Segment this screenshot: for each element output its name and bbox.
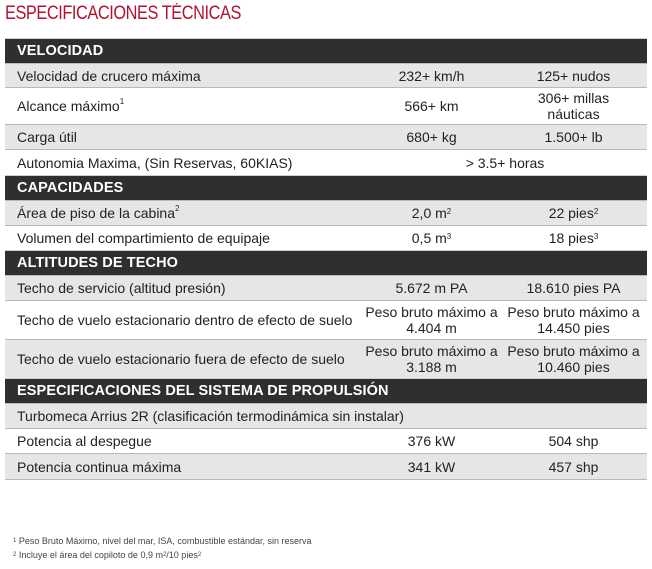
metric-value: 566+ km [404,98,459,114]
footnote-2: $^2$ Incluye el área del copiloto de 0,9 $m^2/10$ pies$^2$ [13,550,202,560]
row-label: Velocidad de crucero máxima [17,67,201,84]
table-bottom-rule [5,479,647,480]
metric-value: 2,0 $m^2$ [411,205,452,221]
row-label: Carga útil [17,129,77,145]
page-title: ESPECIFICACIONES TÉCNICAS [5,3,241,24]
row-label: Techo de vuelo estacionario dentro de efecto de suelo [17,312,353,328]
imperial-value: 457 shp [548,458,599,475]
row-label: Potencia continua máxima [17,458,182,475]
imperial-value: Peso bruto máximo a 14.450 pies [507,304,640,336]
section-header-velocidad: VELOCIDAD [5,38,647,63]
table-row [5,453,647,479]
imperial-value: Peso bruto máximo a 10.460 pies [507,343,640,375]
spanned-value: > 3.5+ horas [465,154,545,171]
row-label: Alcance máximo$^1$ [17,97,125,114]
row-label: Volumen del compartimiento de equipaje [17,230,270,246]
table-row [5,124,647,149]
row-label: Potencia al despegue [17,433,152,449]
table-row [5,300,647,339]
row-label: Área de piso de la cabina$^2$ [17,204,180,221]
table-row [5,428,647,453]
table-row [5,225,647,250]
imperial-value: 125+ nudos [536,67,611,84]
row-label: Techo de vuelo estacionario fuera de efecto de suelo [17,351,345,367]
section-header-propulsion: ESPECIFICACIONES DEL SISTEMA DE PROPULSIÓN [5,378,647,403]
imperial-value: 22 pies$^2$ [548,205,599,221]
metric-value: 5.672 m PA [395,280,468,296]
metric-value: Peso bruto máximo a 3.188 m [365,343,498,375]
row-label: Autonomia Maxima, (Sin Reservas, 60KIAS) [17,154,293,171]
metric-value: Peso bruto máximo a 4.404 m [365,304,498,336]
table-row [5,339,647,378]
metric-value: 341 kW [407,458,456,475]
table-row [5,200,647,225]
row-label: Turbomeca Arrius 2R (clasificación termodinámica sin instalar) [17,408,404,424]
imperial-value: 1.500+ lb [544,129,603,145]
table-row [5,149,647,175]
imperial-value: 504 shp [548,433,599,449]
section-header-capacidades: CAPACIDADES [5,175,647,200]
imperial-value: 306+ millas náuticas [537,90,610,122]
imperial-value: 18.610 pies PA [526,280,621,296]
metric-value: 0,5 $m^3$ [411,230,452,246]
metric-value: 232+ km/h [398,67,465,84]
table-row [5,403,647,428]
table-row [5,63,647,87]
spec-table [5,38,647,480]
table-row [5,87,647,124]
imperial-value: 18 pies$^3$ [548,230,599,246]
table-row [5,275,647,300]
section-header-altitudes: ALTITUDES DE TECHO [5,250,647,275]
metric-value: 376 kW [407,433,456,449]
footnote-1: $^1$ Peso Bruto Máximo, nivel del mar, ISA, combustible estándar, sin reserva [13,536,312,546]
footnotes [13,534,312,562]
metric-value: 680+ kg [406,129,457,145]
row-label: Techo de servicio (altitud presión) [17,280,226,296]
